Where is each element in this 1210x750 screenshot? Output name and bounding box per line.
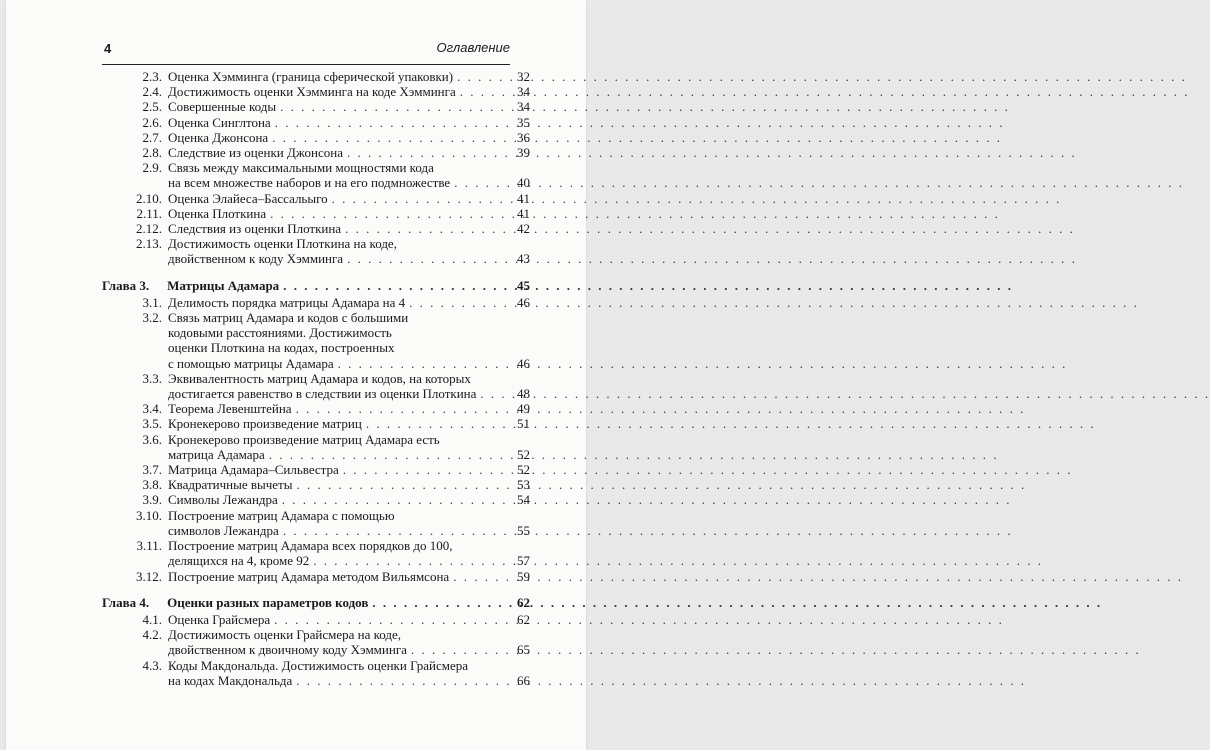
dot-leaders [453,569,494,584]
page-ref: 34 [517,99,530,115]
page-ref: 42 [517,221,530,237]
toc-line [102,658,530,673]
toc-text [168,325,530,340]
entry-title: Совершенные коды [168,99,277,115]
toc-line [102,115,530,130]
toc-entry[interactable] [102,538,530,568]
toc-line [102,432,530,447]
toc-text [168,130,496,145]
table-of-contents [102,69,530,688]
section-number: 3.7. [142,462,162,478]
entry-title: Достижимость оценки Плоткина на коде, [168,236,397,252]
section-number: 2.10. [136,190,162,206]
dot-leaders [409,295,494,310]
dot-leaders [283,278,494,293]
entry-title: Теорема Левенштейна [168,401,292,417]
toc-entry[interactable] [102,477,530,492]
toc-text [168,612,496,627]
entry-title-continued: двойственном к двоичному коду Хэмминга [168,642,407,658]
toc-text [168,221,496,236]
toc-line [102,523,530,538]
toc-entry[interactable] [102,658,530,688]
toc-line [102,310,530,325]
toc-line [102,145,530,160]
toc-line [102,356,530,371]
toc-text [168,447,496,462]
dot-leaders [270,206,494,221]
toc-text [168,401,496,416]
section-number: 3.1. [142,294,162,310]
entry-title: Связь между максимальными мощностями кода [168,160,434,176]
toc-text [168,206,496,221]
page-ref: 41 [517,190,530,206]
section-number: 2.3. [142,69,162,84]
toc-entry[interactable] [102,130,530,145]
toc-entry[interactable] [102,416,530,431]
page-ref: 32 [517,69,530,84]
toc-line [102,206,530,221]
section-number: 3.10. [136,507,162,523]
entry-title: Оценка Грайсмера [168,611,271,627]
toc-text [168,508,530,523]
entry-title: Следствия из оценки Плоткина [168,221,342,237]
toc-text [168,236,530,251]
toc-text [168,523,496,538]
section-number: 4.2. [142,627,162,643]
dot-leaders [296,477,494,492]
book-page [6,0,586,750]
page-ref: 48 [517,386,530,402]
entry-title: Построение матриц Адамара методом Вильямсона [168,568,450,584]
toc-entry[interactable] [102,115,530,130]
toc-chapter-4[interactable] [102,595,530,610]
entry-title-continued: с помощью матрицы Адамара [168,355,334,371]
toc-text [168,553,496,568]
entry-title-continued: на всем множестве наборов и на его подмножестве [168,175,451,191]
toc-line [102,538,530,553]
dot-leaders [269,447,494,462]
page-ref: 66 [517,672,530,688]
toc-entry[interactable] [102,432,530,462]
section-number: 2.5. [142,99,162,115]
toc-section-4 [102,612,530,688]
toc-text [168,340,530,355]
toc-entry[interactable] [102,221,530,236]
dot-leaders [296,673,494,688]
toc-entry[interactable] [102,627,530,657]
dot-leaders [457,69,494,84]
toc-entry[interactable] [102,508,530,538]
page-ref: 43 [517,251,530,267]
dot-leaders [280,99,494,114]
toc-text [168,356,496,371]
toc-line [102,99,530,114]
toc-line [102,553,530,568]
section-number: 3.3. [142,370,162,386]
section-number: 2.9. [142,160,162,176]
toc-text [168,432,530,447]
toc-entry[interactable] [102,99,530,114]
toc-line [102,325,530,340]
chapter-title: Оценки разных параметров кодов [167,594,369,610]
page-ref: 52 [517,462,530,478]
dot-leaders [347,145,494,160]
page-header [102,40,510,65]
chapter-page: 45 [517,277,530,293]
entry-title: Кронекерово произведение матриц [168,416,362,432]
toc-text [168,295,496,310]
dot-leaders [347,251,494,266]
dot-leaders [296,401,494,416]
entry-title: Коды Макдональда. Достижимость оценки Грайсмера [168,657,469,673]
toc-text [168,386,496,401]
entry-title: Достижимость оценки Грайсмера на коде, [168,627,402,643]
entry-title: Символы Лежандра [168,492,278,508]
toc-line [102,295,530,310]
dot-leaders [411,642,494,657]
toc-chapter-3[interactable] [102,278,530,293]
section-number: 3.12. [136,568,162,584]
entry-title: Эквивалентность матриц Адамара и кодов, на которых [168,370,471,386]
section-number: 2.7. [142,129,162,145]
page-ref: 49 [517,401,530,417]
chapter-page: 62 [517,594,530,610]
dot-leaders [272,130,494,145]
entry-title: Построение матриц Адамара с помощью [168,507,395,523]
page-number: 4 [104,41,112,56]
toc-entry[interactable] [102,160,530,190]
dot-leaders [275,115,494,130]
toc-line [102,160,530,175]
page-ref: 59 [517,568,530,584]
toc-text [168,642,496,657]
section-number: 2.6. [142,114,162,130]
toc-text [168,175,496,190]
chapter-title: Матрицы Адамара [167,277,280,293]
toc-text [168,673,496,688]
toc-entry[interactable] [102,295,530,310]
toc-text [168,69,496,84]
entry-title: Достижимость оценки Хэмминга на коде Хэмминга [168,84,456,100]
toc-line [102,612,530,627]
entry-title: Делимость порядка матрицы Адамара на 4 [168,294,406,310]
dot-leaders [332,191,494,206]
entry-title: Матрица Адамара–Сильвестра [168,462,339,478]
dot-leaders [454,175,494,190]
entry-title: Кронекерово произведение матриц Адамара есть [168,431,440,447]
page-ref: 54 [517,492,530,508]
toc-text [168,191,496,206]
toc-line [102,492,530,507]
section-number: 2.8. [142,145,162,161]
toc-line [102,191,530,206]
toc-text [168,538,530,553]
toc-entry[interactable] [102,569,530,584]
page-ref: 65 [517,642,530,658]
section-number: 3.9. [142,492,162,508]
page-ref: 46 [517,294,530,310]
page-ref: 34 [517,84,530,100]
dot-leaders [313,553,494,568]
toc-text [168,84,496,99]
chapter-label: Глава 4. [102,594,150,610]
page-ref: 55 [517,522,530,538]
toc-text [168,627,530,642]
page-ref: 35 [517,114,530,130]
page-ref: 62 [517,611,530,627]
toc-text [168,160,530,175]
entry-title-continued: символов Лежандра [168,522,279,538]
page-ref: 39 [517,145,530,161]
toc-text [168,462,496,477]
toc-entry[interactable] [102,462,530,477]
toc-entry[interactable] [102,145,530,160]
dot-leaders [343,462,494,477]
section-number: 3.5. [142,416,162,432]
dot-leaders [283,523,494,538]
entry-title: Оценка Хэмминга (граница сферической упаковки) [168,69,454,84]
toc-text [168,310,530,325]
toc-section-2 [102,69,530,267]
toc-line [102,236,530,251]
page-ref: 51 [517,416,530,432]
toc-text [168,145,496,160]
toc-line [102,251,530,266]
toc-text [168,477,496,492]
entry-title: Следствие из оценки Джонсона [168,145,343,161]
toc-text [168,492,496,507]
section-number: 2.4. [142,84,162,100]
toc-text [168,115,496,130]
toc-line [102,447,530,462]
page-ref: 40 [517,175,530,191]
dot-leaders [338,356,494,371]
entry-title: Оценка Джонсона [168,129,269,145]
toc-entry[interactable] [102,69,530,84]
entry-title: Оценка Плоткина [168,205,267,221]
toc-line [102,84,530,99]
dot-leaders [274,612,494,627]
chapter-label: Глава 3. [102,277,150,293]
toc-line [102,416,530,431]
toc-line [102,401,530,416]
section-number: 4.1. [142,611,162,627]
entry-title: Построение матриц Адамара всех порядков до 100, [168,538,453,554]
entry-title-continued: матрица Адамара [168,446,265,462]
page-ref: 46 [517,355,530,371]
entry-title: Квадратичные вычеты [168,477,293,493]
toc-line [102,130,530,145]
toc-line [102,175,530,190]
entry-title-continued: на кодах Макдональда [168,672,293,688]
toc-line [102,627,530,642]
toc-entry[interactable] [102,236,530,266]
page-ref: 36 [517,129,530,145]
entry-title-continued: кодовыми расстояниями. Достижимость [168,325,392,341]
page-ref: 41 [517,205,530,221]
toc-entry[interactable] [102,371,530,401]
page-ref: 57 [517,553,530,569]
entry-title-continued: оценки Плоткина на кодах, построенных [168,340,395,356]
toc-text [168,251,496,266]
toc-entry[interactable] [102,191,530,206]
toc-line [102,477,530,492]
section-number: 3.6. [142,431,162,447]
toc-line [102,371,530,386]
entry-title: Оценка Синглтона [168,114,271,130]
toc-text [168,371,530,386]
toc-section-3 [102,295,530,584]
page-ref: 53 [517,477,530,493]
toc-line [102,340,530,355]
toc-entry[interactable] [102,206,530,221]
section-number: 3.4. [142,401,162,417]
entry-title-continued: достигается равенство в следствии из оценки Плоткина [168,386,477,402]
section-number: 2.11. [136,205,162,221]
toc-entry[interactable] [102,401,530,416]
toc-line [102,462,530,477]
section-number: 3.2. [142,310,162,326]
toc-entry[interactable] [102,84,530,99]
dot-leaders [372,595,494,610]
entry-title: Оценка Элайеса–Бассальыго [168,190,328,206]
running-title: Оглавление [436,40,510,55]
toc-line [102,642,530,657]
toc-line [102,508,530,523]
dot-leaders [460,84,494,99]
entry-title: Связь матриц Адамара и кодов с большими [168,310,409,326]
dot-leaders [345,221,494,236]
section-number: 3.8. [142,477,162,493]
toc-line [102,69,530,84]
toc-entry[interactable] [102,492,530,507]
toc-text [168,569,496,584]
dot-leaders [480,386,494,401]
toc-entry[interactable] [102,310,530,371]
page-ref: 52 [517,446,530,462]
entry-title-continued: двойственном к коду Хэмминга [168,251,344,267]
toc-text [168,99,496,114]
section-number: 3.11. [136,538,162,554]
entry-title-continued: делящихся на 4, кроме 92 [168,553,310,569]
toc-text [168,658,530,673]
toc-line [102,221,530,236]
dot-leaders [366,416,494,431]
section-number: 2.13. [136,236,162,252]
toc-line [102,386,530,401]
section-number: 4.3. [142,657,162,673]
toc-text [168,416,496,431]
dot-leaders [282,492,494,507]
toc-entry[interactable] [102,612,530,627]
toc-line [102,673,530,688]
section-number: 2.12. [136,221,162,237]
toc-line [102,569,530,584]
